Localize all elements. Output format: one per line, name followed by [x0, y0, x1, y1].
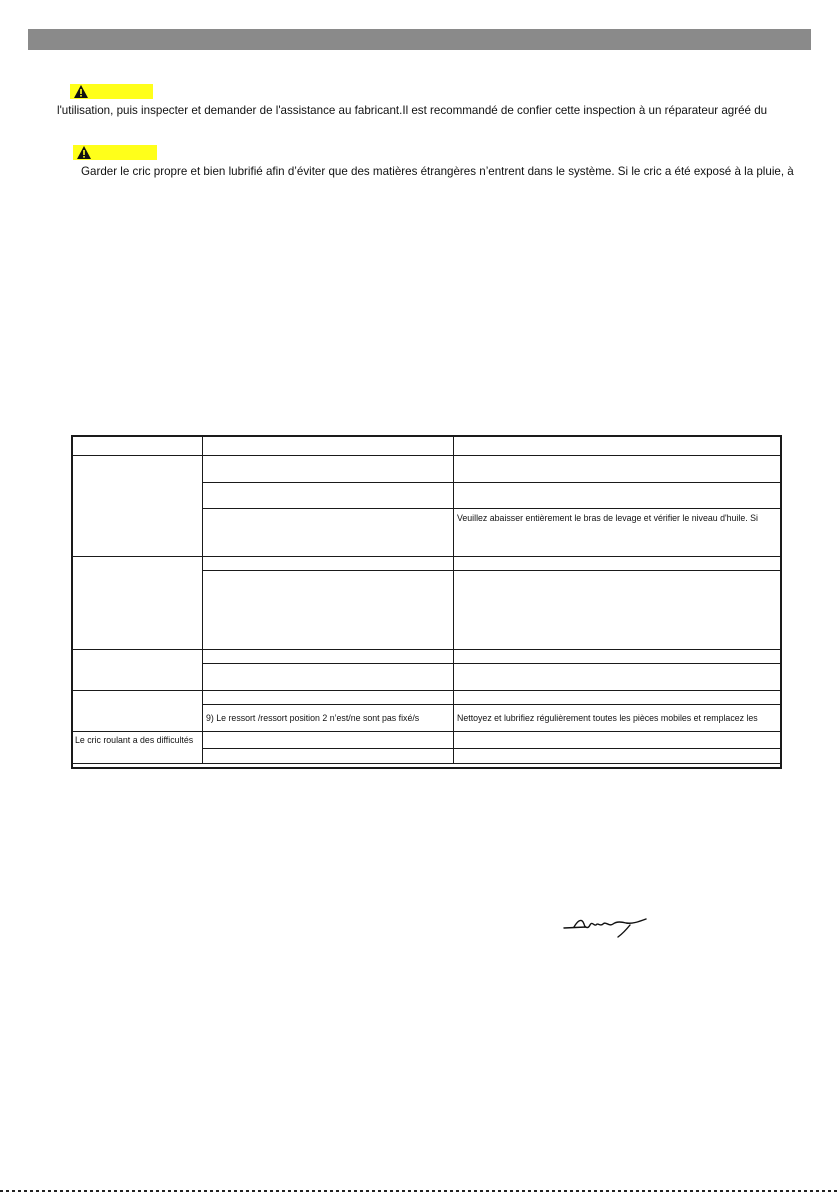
problem-cell-3	[72, 650, 203, 691]
table-row	[72, 650, 781, 664]
remedy-cell-oil	[454, 509, 781, 557]
table-row	[72, 456, 781, 483]
remedy-cell	[454, 456, 781, 483]
troubleshooting-table	[71, 435, 781, 764]
table-row	[72, 557, 781, 571]
cause-cell	[203, 456, 454, 483]
remedy-oil-text: Veuillez abaisser entièrement le bras de levage et vérifier le niveau d'huile. Si	[457, 513, 758, 523]
problem-cell-5	[72, 732, 203, 764]
cause-cell	[203, 691, 454, 705]
remedy-cell	[454, 483, 781, 509]
header-cell-cause	[203, 436, 454, 456]
remedy-cell	[454, 732, 781, 749]
cause-cell	[203, 664, 454, 691]
cause-cell	[203, 557, 454, 571]
remedy-cell	[454, 749, 781, 764]
remedy-cell	[454, 650, 781, 664]
signature-image	[560, 910, 650, 940]
remedy-cell-spring	[454, 705, 781, 732]
cause-cell	[203, 483, 454, 509]
remedy-spring-text: Nettoyez et lubrifiez régulièrement toutes les pièces mobiles et remplacez les	[457, 713, 758, 723]
problem-cell-4	[72, 691, 203, 732]
cause-cell	[203, 571, 454, 650]
header-cell-problem	[72, 436, 203, 456]
problem-last-text: Le cric roulant a des difficultés	[75, 735, 194, 745]
cause-cell	[203, 509, 454, 557]
remedy-cell	[454, 571, 781, 650]
header-cell-remedy	[454, 436, 781, 456]
remedy-cell	[454, 557, 781, 571]
cause-cell	[203, 650, 454, 664]
warning-triangle-icon	[77, 146, 91, 159]
remedy-cell	[454, 664, 781, 691]
table-header-row	[72, 436, 781, 456]
problem-cell-1	[72, 456, 203, 557]
table-row	[72, 732, 781, 749]
warning-text-1: l'utilisation, puis inspecter et demander de l'assistance au fabricant.Il est recommandé de confier cette inspection à un réparateur agréé du	[57, 104, 768, 117]
problem-cell-2	[72, 557, 203, 650]
cause-cell	[203, 749, 454, 764]
cause-spring-text: 9) Le ressort /ressort position 2 n’est/ne sont pas fixé/s	[206, 713, 420, 723]
warning-text-2: Garder le cric propre et bien lubrifié afin d’éviter que des matières étrangères n’entrent dans le système. Si le cric a été exposé à la pluie, à	[81, 165, 794, 178]
table-row	[72, 691, 781, 705]
warning-badge-1	[70, 84, 153, 99]
header-bar	[28, 29, 811, 50]
cause-cell-spring	[203, 705, 454, 732]
remedy-cell	[454, 691, 781, 705]
cause-cell	[203, 732, 454, 749]
warning-badge-2	[73, 145, 157, 160]
warning-triangle-icon	[74, 85, 88, 98]
